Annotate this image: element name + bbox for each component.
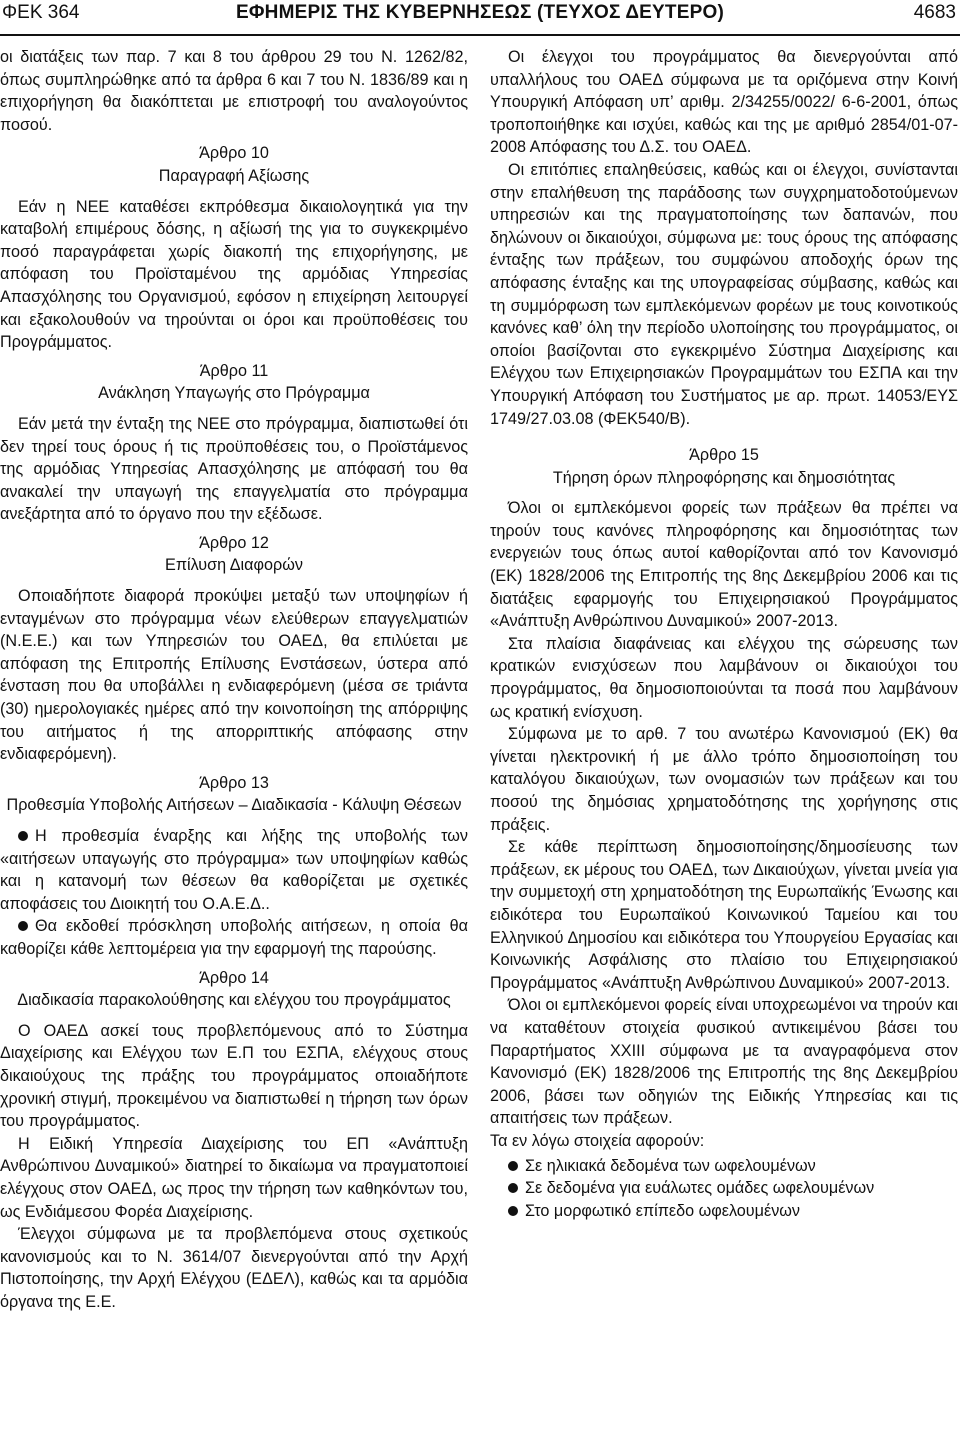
article-13-bullet-2-text: Θα εκδοθεί πρόσκληση υποβολής αιτήσεων, η οποία θα καθορίζει κάθε λεπτομέρεια για την εφαρμογή της παρούσης. — [0, 917, 468, 958]
right-column — [490, 46, 958, 1222]
article-15-paragraph-3: Σύμφωνα με το αρθ. 7 του ανωτέρω Κανονισμού (ΕΚ) θα γίνεται ηλεκτρονική ή με άλλο τρόπο δημοσιοποίηση του καταλόγου δικαιούχων, των ονομασιών των πράξεων και του ποσού της δημόσιας χρηματοδότησης της χορήγησης στις πράξεις. — [490, 725, 958, 834]
page-number: 4683 — [913, 2, 956, 23]
header-rule — [0, 34, 960, 36]
article-12-paragraph: Οποιαδήποτε διαφορά προκύψει μεταξύ των υποψηφίων ή ενταγμένων στο πρόγραμμα νέων ελεύθερων επαγγελματιών (Ν.Ε.Ε.) και των Υπηρεσιών του ΟΑΕΔ, θα επιλύεται με απόφαση της Επιτροπής Επίλυσης Ενστάσεων, ύστερα από ένσταση που θα υποβάλλει η ενδιαφερόμενη (μέσα σε τριάντα (30) ημερολογιακές ημέρες από την κοινοποίηση της απόρριψης του αιτήματος ή της απορριπτικής απόφασης στην ενδιαφερόμενη). — [0, 587, 468, 764]
article-15-paragraph-5: Όλοι οι εμπλεκόμενοι φορείς είναι υποχρεωμένοι να τηρούν και να καταθέτουν στοιχεία φυσικού αντικειμένου βάσει του Παραρτήματος XXIII σύμφωνα με τα αναγραφόμενα στον Κανονισμό (ΕΚ) 1828/2006 της Επιτροπής της 8ης Δεκεμβρίου 2006, βάσει των οδηγιών της Ειδικής Υπηρεσίας και τις απαιτήσεις των πράξεων. — [490, 996, 958, 1128]
article-13-bullet-1 — [0, 825, 468, 915]
article-14-paragraph-3: Έλεγχοι σύμφωνα με τα προβλεπόμενα στους σχετικούς κανονισμούς και το Ν. 3614/07 διενεργούνται από την Αρχή Πιστοποίησης, την Αρχή Ελέγχου (ΕΔΕΛ), καθώς και τα αρμόδια όργανα της Ε.Ε. — [0, 1225, 468, 1311]
article-13-title: Προθεσμία Υποβολής Αιτήσεων – Διαδικασία - Κάλυψη Θέσεων — [6, 796, 462, 815]
article-13-bullet-1-text: Η προθεσμία έναρξης και λήξης της υποβολής των «αιτήσεων υπαγωγής στο πρόγραμμα» των υποψηφίων καθώς και η κατανομή των θέσεων θα καθορίζεται με σχετικές αποφάσεις του Διοικητή του Ο.Α.Ε.Δ.. — [0, 827, 468, 913]
article-11-number: Άρθρο 11 — [199, 361, 269, 380]
bullet-icon — [508, 1183, 518, 1193]
article-14-paragraph-1: Ο ΟΑΕΔ ασκεί τους προβλεπόμενους από το Σύστημα Διαχείρισης και Ελέγχου των Ε.Π του ΕΣΠΑ, ελέγχους στους δικαιούχους της πράξης του προγράμματος οποιαδήποτε χρονική στιγμή, προκειμένου να διαπιστωθεί η τήρηση των όρων του προγράμματος. — [0, 1021, 468, 1131]
bullet-icon — [18, 921, 28, 931]
page-header — [0, 0, 960, 30]
data-items-list — [490, 1155, 958, 1223]
article-13-number: Άρθρο 13 — [199, 773, 269, 792]
list-item-text: Σε ηλικιακά δεδομένα των ωφελουμένων — [525, 1156, 816, 1175]
article-15-paragraph-4: Σε κάθε περίπτωση δημοσιοποίησης/δημοσίευσης των πράξεων, εκ μέρους του ΟΑΕΔ, των Δικαιούχων, γίνεται μνεία για την συμμετοχή στη χρηματοδότηση της Ευρωπαϊκής Ένωσης και ειδικότερα του Ευρωπαϊκού Κοινωνικού Ταμείου και του Ελληνικού Δημοσίου και ειδικότερα του Υπουργείου Εργασίας και Κοινωνικής Ασφάλισης στο πλαίσιο του Επιχειρησιακού Προγράμματος «Ανάπτυξη Ανθρώπινου Δυναμικού» 2007-2013. — [490, 838, 958, 992]
article-10-title: Παραγραφή Αξίωσης — [158, 166, 310, 185]
bullet-icon — [508, 1206, 518, 1216]
article-13-bullet-2 — [0, 915, 468, 960]
article-10-number: Άρθρο 10 — [199, 144, 269, 163]
bullet-icon — [18, 831, 28, 841]
article-10-paragraph: Εάν η ΝΕΕ καταθέσει εκπρόθεσμα δικαιολογητικά για την καταβολή επιμέρους δόσης, η αξίωσή της για το συγκεκριμένο ποσό παραγράφεται χωρίς διακοπή της επιχορήγησης, με απόφαση του Προϊσταμένου της αρμόδιας Υπηρεσίας Απασχόλησης του Οργανισμού, εφόσον η επιχείρηση λειτουργεί και εξακολουθούν να τηρούνται οι όροι και προϋποθέσεις του Προγράμματος. — [0, 197, 468, 352]
list-item-text: Σε δεδομένα για ευάλωτες ομάδες ωφελουμένων — [525, 1179, 875, 1198]
bullet-icon — [508, 1161, 518, 1171]
article-15-title: Τήρηση όρων πληροφόρησης και δημοσιότητας — [552, 468, 896, 487]
article-15-lead: Τα εν λόγω στοιχεία αφορούν: — [490, 1131, 705, 1150]
article-15-number: Άρθρο 15 — [689, 446, 759, 465]
article-15-paragraph-2: Στα πλαίσια διαφάνειας και ελέγχου της σώρευσης των κρατικών ενισχύσεων που λαμβάνουν οι δικαιούχοι του προγράμματος, θα δημοσιοποιούνται τα ποσά που λαμβάνουν ως κρατική ενίσχυση. — [490, 634, 958, 721]
article-14-paragraph-2: Η Ειδική Υπηρεσία Διαχείρισης του ΕΠ «Ανάπτυξη Ανθρώπινου Δυναμικού» διατηρεί το δικαίωμα να πραγματοποιεί ελέγχους στον ΟΑΕΔ, ως προς την τήρηση των καθηκόντων του, ως Ενδιάμεσου Φορέα Διαχείρισης. — [0, 1134, 468, 1221]
article-14-title: Διαδικασία παρακολούθησης και ελέγχου του προγράμματος — [17, 991, 451, 1010]
list-item — [508, 1155, 958, 1178]
article-12-number: Άρθρο 12 — [199, 533, 269, 552]
article-12-title: Επίλυση Διαφορών — [165, 556, 303, 575]
article-11-paragraph: Εάν μετά την ένταξη της ΝΕΕ στο πρόγραμμα, διαπιστωθεί ότι δεν τηρεί τους όρους ή τις προϋποθέσεις του, ο Προϊστάμενος της αρμόδιας Υπηρεσίας Απασχόλησης με απόφασή του θα ανακαλεί την υπαγωγή της επαγγελματία στο πρόγραμμα ανεξάρτητα από το όργανο που την εξέδωσε. — [0, 414, 468, 524]
article-15-paragraph-1: Όλοι οι εμπλεκόμενοι φορείς των πράξεων θα πρέπει να τηρούν τους κανόνες πληροφόρησης και δημοσιότητας των ενεργειών τους όπως αυτοί καθορίζονται από τον Κανονισμό (ΕΚ) 1828/2006 της Επιτροπής της 8ης Δεκεμβρίου 2006 και τις διατάξεις εφαρμογής του Επιχειρησιακού Προγράμματος «Ανάπτυξη Ανθρώπινου Δυναμικού» 2007-2013. — [490, 499, 958, 631]
intro-paragraph: οι διατάξεις των παρ. 7 και 8 του άρθρου 29 του Ν. 1262/82, όπως συμπληρώθηκε από τα άρθρα 6 και 7 του Ν. 1836/89 και η επιχορήγηση θα διακόπτεται με επιστροφή του αναλογούντος ποσού. — [0, 48, 468, 134]
controls-paragraph-2: Οι επιτόπιες επαληθεύσεις, καθώς και οι έλεγχοι, συνίστανται στην επαλήθευση της παράδοσης των συγχρηματοδοτούμενων υπηρεσιών και της πραγματοποίησης των δαπανών, που δηλώνουν οι δικαιούχοι, σύμφωνα με: τους όρους της απόφασης ένταξης των πράξεων, του συμφώνου αποδοχής όρων της απόφασης ένταξης και της υπογραφείσας σύμβασης, καθώς και τη συμμόρφωση των εμπλεκόμενων φορέων με τους κοινοτικούς κανόνες καθ’ όλη την περίοδο υλοποίησης του προγράμματος, οι οποίοι βασίζονται στο εγκεκριμένο Σύστημα Διαχείρισης και Ελέγχου των Επιχειρησιακών Προγραμμάτων του ΕΣΠΑ και την Υπουργική Απόφαση του Συστήματος με αρ. πρωτ. 14053/ΕΥΣ 1749/27.03.08 (ΦΕΚ540/Β). — [490, 160, 958, 428]
gazette-title: ΕΦΗΜΕΡΙΣ ΤΗΣ ΚΥΒΕΡΝΗΣΕΩΣ (ΤΕΥΧΟΣ ΔΕΥΤΕΡΟ) — [236, 2, 724, 23]
article-14-number: Άρθρο 14 — [199, 968, 269, 987]
issue-number: ΦΕΚ 364 — [2, 2, 80, 23]
article-11-title: Ανάκληση Υπαγωγής στο Πρόγραμμα — [98, 384, 370, 403]
controls-paragraph-1: Οι έλεγχοι του προγράμματος θα διενεργούνται από υπαλλήλους του ΟΑΕΔ σύμφωνα με τα οριζόμενα στην Κοινή Υπουργική Απόφαση υπ’ αριθμ. 2/34255/0022/ 6-6-2001, όπως τροποποιήθηκε και ισχύει, καθώς και της με αριθμό 2854/01-07-2008 Απόφασης του Δ.Σ. του ΟΑΕΔ. — [490, 48, 958, 157]
list-item-text: Στο μορφωτικό επίπεδο ωφελουμένων — [525, 1201, 801, 1220]
list-item — [508, 1200, 958, 1223]
left-column — [0, 46, 468, 1313]
list-item — [508, 1177, 958, 1200]
